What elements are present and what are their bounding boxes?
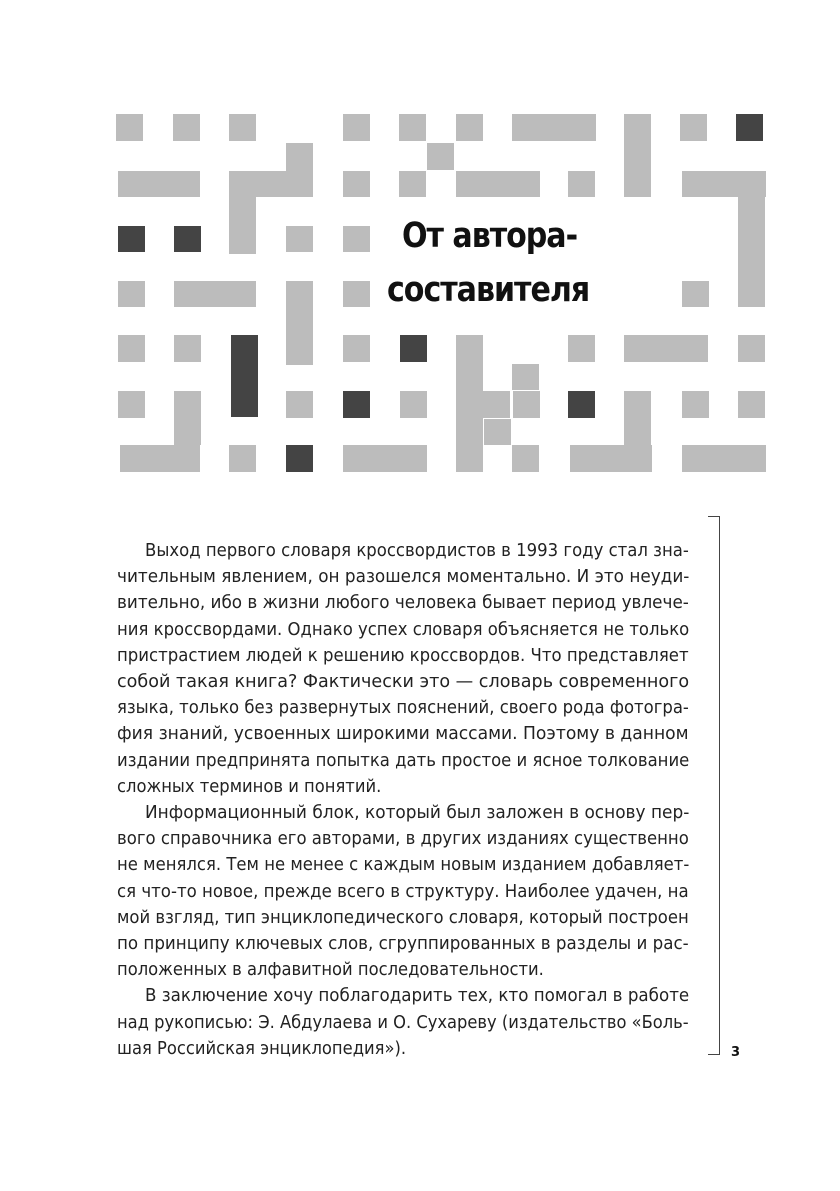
text-line: Выход первого словаря кроссвордистов в 1993 году стал зна- — [145, 541, 689, 561]
crossword-cell — [736, 114, 763, 141]
text-line: ния кроссвордами. Однако успех словаря объясняется не только — [117, 619, 690, 640]
text-line: собой такая книга? Фактически это — словарь современного — [117, 672, 690, 692]
crossword-cell — [738, 391, 765, 418]
page-title-line-1: От автора- — [402, 216, 578, 256]
text-line: сложных терминов и понятий. — [117, 776, 382, 797]
text-line: фия знаний, усвоенных широкими массами. Поэтому в данном — [117, 724, 689, 745]
text-line: вительно, ибо в жизни любого человека бывает период увлече- — [117, 593, 689, 614]
body-text — [117, 0, 697, 1191]
crossword-cell — [738, 335, 765, 362]
text-line: по принципу ключевых слов, сгруппированных в разделы и рас- — [117, 934, 689, 954]
page-title-line-2: составителя — [387, 270, 590, 310]
text-line: вого справочника его авторами, в других изданиях существенно — [117, 829, 689, 850]
text-line: ся что-то новое, прежде всего в структуру. Наиболее удачен, на — [117, 881, 689, 902]
text-line: не менялся. Тем не менее с каждым новым изданием добавляет- — [117, 855, 690, 876]
text-line: положенных в алфавитной последовательности. — [117, 960, 544, 981]
text-line: над рукописью: Э. Абдулаева и О. Сухареву (издательство «Боль- — [117, 1012, 689, 1033]
text-line: языка, только без развернутых пояснений, своего рода фотогра- — [117, 698, 689, 719]
text-line: шая Российская энциклопедия»). — [117, 1038, 407, 1059]
page-number: 3 — [731, 1045, 741, 1060]
text-line: чительным явлением, он разошелся моментально. И это неуди- — [117, 567, 690, 588]
crossword-cell — [738, 197, 765, 307]
text-line: пристрастием людей к решению кроссвордов. Что представляет — [117, 645, 689, 666]
text-line: Информационный блок, который был заложен в основу пер- — [145, 803, 690, 823]
text-line: В заключение хочу поблагодарить тех, кто помогал в работе — [145, 986, 690, 1007]
page-margin-bracket — [708, 516, 720, 1055]
text-line: издании предпринята попытка дать простое и ясное толкование — [117, 750, 690, 771]
text-line: мой взгляд, тип энциклопедического словаря, который построен — [117, 907, 689, 928]
